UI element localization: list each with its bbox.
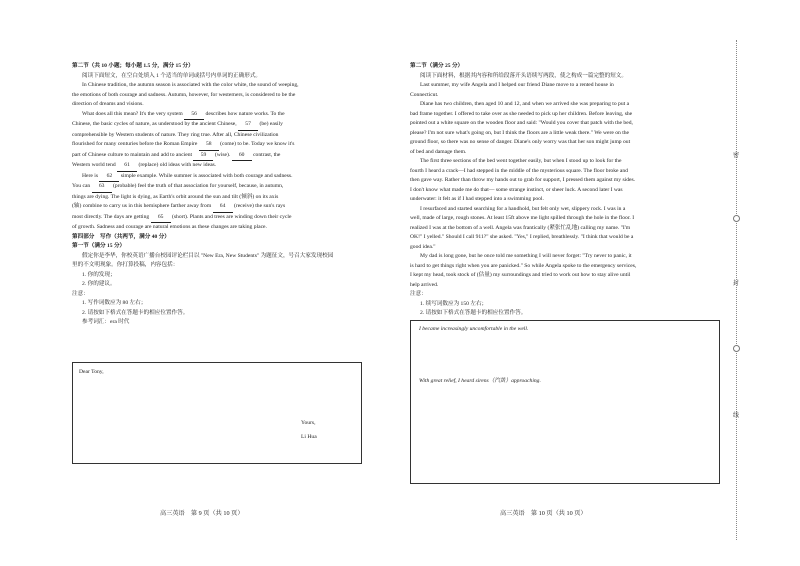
story-line: Connecticut.: [410, 91, 439, 98]
text: (receive) the sun's rays: [232, 203, 286, 209]
left-footer: 高三英语 第 9 页（共 10 页）: [160, 510, 244, 517]
passage-line: comprehensible by Western students of nature. They ring true. After all, Chinese civilization: [72, 131, 279, 138]
story-line: well, made of large, rough stones. At least 15ft above me light spilled through the hole in the floor. I: [410, 215, 635, 221]
blank-60[interactable]: 60: [232, 151, 252, 162]
text: simple example. While summer is associated with both courage and sadness.: [119, 172, 293, 179]
text: What does all this mean? It's the very system: [82, 110, 185, 117]
blank-61[interactable]: 61: [117, 161, 137, 172]
letter-signature: Li Hua: [301, 434, 317, 440]
text: Here is: [82, 172, 100, 179]
story-line: of bed and damage them.: [410, 148, 467, 155]
passage-line: of growth. Sadness and courage are natural emotions as these changes are taking place.: [72, 224, 267, 230]
note-item: 1. 续写词数应为 150 左右；: [420, 300, 488, 307]
text: (probable) feel the truth of that association for yourself, because, in autumn,: [111, 183, 284, 189]
story-line: please? I'm not sure what's going on, but I think the floors are a little weak there." We were on the: [410, 129, 630, 136]
section1-heading: 第一节（满分 15 分）: [72, 243, 126, 249]
story-line: bad frame together. I offered to take over as she needed to pick up her children. Before leaving, she: [410, 110, 633, 117]
letter-greeting: Dear Tony,: [79, 369, 104, 375]
passage-line: [72, 120, 377, 131]
task-item: 1. 你的发现；: [82, 271, 116, 278]
story-line: My dad is long gone, but he once told me something I will never forget: "Try never to panic, it: [420, 253, 632, 259]
note-item: 2. 请按如下格式在答题卡的相应位置作答。: [420, 310, 527, 316]
passage-line: [72, 151, 377, 162]
blank-65[interactable]: 65: [151, 213, 171, 224]
instruction: 阅读下面材料，根据其内容和所给段落开头语续写两段，使之构成一篇完整的短文。: [420, 72, 627, 79]
note-label: 注意：: [410, 291, 427, 297]
passage-line: [72, 110, 377, 121]
letter-closing: Yours,: [301, 420, 316, 426]
passage-line: the emotions of both courage and sadness. Autumn, however, for westerners, is considered to be the: [72, 91, 296, 98]
blank-62[interactable]: 62: [99, 172, 119, 183]
story-line: I kept my head, took stock of (估量) my surroundings and tried to work out how to stay alive until: [410, 272, 631, 278]
note-label: 注意：: [72, 290, 89, 297]
blank-59[interactable]: 59: [193, 151, 213, 162]
passage-line: [72, 161, 377, 172]
passage-line: [72, 140, 377, 151]
story-line: pointed out a white square on the wooden floor and said: "Would you cover that patch with the bed,: [410, 120, 633, 126]
passage-line: In Chinese tradition, the autumn season is associated with the color white, the sound of weeping,: [82, 82, 299, 88]
text: contrast, the: [251, 151, 281, 158]
note-item: 1. 写作词数应为 80 左右；: [82, 300, 147, 306]
margin-mark: 密: [733, 153, 740, 159]
binding-hole: [733, 215, 740, 222]
binding-hole: [733, 345, 740, 352]
story-line: help arrived.: [410, 281, 439, 288]
passage-line: [72, 172, 377, 183]
text: describes how nature works. To the: [204, 110, 285, 117]
para1-opening: I became increasingly uncomfortable in the well.: [419, 326, 529, 332]
blank-58[interactable]: 58: [199, 140, 219, 151]
story-line: is hard to get things right when you are panicked." So while Angela spoke to the emergency services,: [410, 262, 637, 269]
story-line: The first three sections of the bed went together easily, but when I stood up to look for the: [420, 158, 622, 164]
passage-line: things are dying. The light is dying, as Earth's orbit around the sun and tilt (倾斜) on its axis: [72, 193, 279, 200]
story-line: underwater: it felt as if I had stepped into a swimming pool.: [410, 196, 544, 202]
letter-answer-box[interactable]: [72, 362, 362, 464]
para2-opening: With great relief, I heard sirens（汽笛）approaching.: [419, 378, 541, 384]
right-page: [410, 62, 715, 319]
blank-63[interactable]: 63: [92, 182, 112, 193]
text: You can: [72, 183, 92, 189]
story-line: Diane has two children, then aged 10 and 12, and when we arrived she was preparing to put a: [420, 101, 630, 107]
story-line: good idea.": [410, 243, 436, 250]
text: (轴) combine to carry us in this hemisphere farther away from: [72, 203, 213, 209]
task-item: 2. 你的建议。: [82, 281, 116, 287]
text: (wise).: [213, 151, 232, 158]
story-line: OK!" I yelled." Should I call 911?" she asked. "Yes," I replied, breathlessly. "I think that would be a: [410, 234, 634, 240]
passage-line: [72, 182, 377, 193]
story-line: I don't know what made me do that— some strange instinct, or sheer luck. A second later I was: [410, 186, 623, 193]
vocab-hint: 参考词汇：era 时代: [82, 319, 130, 325]
blank-56[interactable]: 56: [184, 110, 204, 121]
right-footer: 高三英语 第 10 页（共 10 页）: [500, 510, 587, 517]
text: (short). Plants and trees are winding down their cycle: [170, 213, 292, 220]
passage-line: direction of dreams and visions.: [72, 101, 144, 107]
story-line: realized I was at the bottom of a well. Angela was frantically (紧张忙乱地) calling my name. "I'm: [410, 224, 631, 231]
section2-heading: 第二节（共 10 小题；每小题 1.5 分，满分 15 分）: [72, 63, 194, 69]
binding-line: [736, 40, 737, 540]
task-line: 里的不文明现象。你打算投稿，内容包括：: [72, 262, 179, 268]
text: (replace) old ideas with new ideas.: [137, 162, 217, 168]
passage-line: [72, 202, 377, 213]
blank-64[interactable]: 64: [213, 202, 233, 213]
text: (come) to be. Today we know it's: [218, 141, 295, 147]
margin-mark: 线: [733, 413, 740, 419]
text: Western world tend: [72, 162, 118, 168]
blank-57[interactable]: 57: [238, 120, 258, 131]
part4-heading: 第四部分 写作（共两节，满分 40 分）: [72, 233, 170, 240]
story-line: Last summer, my wife Angela and I helped our friend Diane move to a rented house in: [420, 82, 614, 88]
note-item: 2. 请按如下格式在答题卡的相应位置作答。: [82, 309, 189, 316]
section2-heading: 第二节（满分 25 分）: [410, 63, 464, 69]
margin-mark: 封: [733, 281, 740, 287]
story-line: ground floor, so there was no sense of danger. Diane's only worry was that her son might jump out: [410, 139, 631, 145]
story-line: fourth I heard a crack—I had stepped in the middle of the mysterious square. The floor broke and: [410, 167, 628, 174]
story-line: I resurfaced and started searching for a handhold, but felt only wet, slippery rock. I was in a: [420, 205, 626, 212]
story-line: then gave way. Rather than throw my hands out to grab for support, I pressed them against my sides.: [410, 177, 636, 183]
text: most directly. The days are getting: [72, 213, 151, 220]
text: (be) easily: [258, 121, 283, 127]
text: flourished for many centuries before the Roman Empire: [72, 141, 199, 147]
continuation-answer-box[interactable]: [410, 320, 720, 484]
instruction: 阅读下面短文，在空白处填入 1 个适当的单词或括号内单词的正确形式。: [82, 72, 262, 79]
text: Chinese, the basic cycles of nature, as understood by the ancient Chinese,: [72, 121, 239, 127]
left-page: [72, 62, 377, 328]
text: part of Chinese culture to maintain and add to ancient: [72, 151, 194, 158]
task-line: 假定你是李华，你校英语广播台校园评论栏目以 "New Era, New Students" 为题征文，号召大家发现校园: [82, 252, 334, 259]
passage-line: [72, 213, 377, 224]
